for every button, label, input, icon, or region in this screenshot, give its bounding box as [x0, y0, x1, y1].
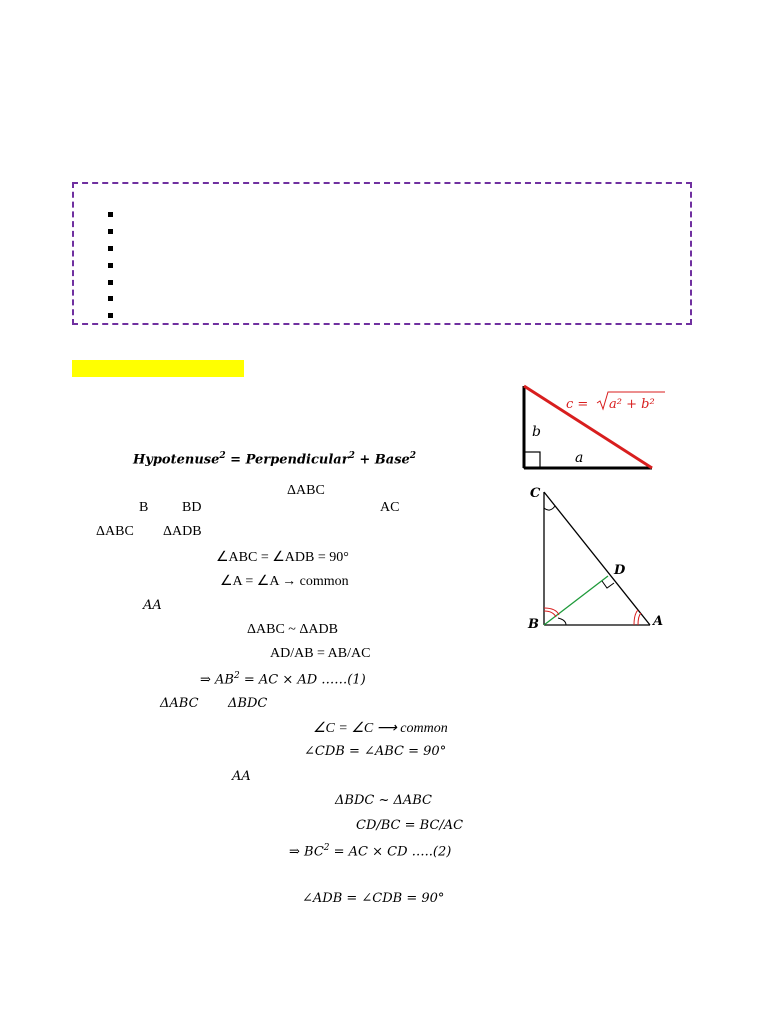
- proof-line-7: ΔABC ~ ΔADB: [247, 622, 338, 637]
- angle-arc-b-red1: [544, 611, 556, 617]
- proof-line-5: ∠A = ∠A → common: [220, 574, 349, 589]
- bullet-icon: [108, 296, 113, 301]
- section-heading-highlight: [72, 360, 244, 377]
- right-angle-marker: [524, 452, 540, 468]
- right-angle-marker-d: [602, 581, 614, 588]
- proof-line-10-b: ΔBDC: [228, 696, 268, 711]
- theorem-base: Base: [374, 452, 410, 468]
- theorem-perp: Perpendicular: [245, 452, 349, 468]
- proof-line-9-post: = AC × AD ……(1): [239, 672, 366, 688]
- proof-line-11: ∠C = ∠C ⟶ common: [313, 721, 448, 736]
- theorem-eq: =: [225, 452, 246, 468]
- bullet-icon: [108, 246, 113, 251]
- angle-arc-b-black: [558, 618, 566, 625]
- vertex-a-label: A: [653, 614, 664, 629]
- proof-line-8: AD/AB = AB/AC: [270, 646, 371, 661]
- proof-line-2-b: B: [139, 500, 149, 515]
- proof-line-10-a: ΔABC: [160, 696, 199, 711]
- proof-line-9: [200, 671, 366, 687]
- theorem-equation: [133, 451, 416, 467]
- angle-arc-a-red2: [634, 610, 638, 625]
- bullet-icon: [108, 313, 113, 318]
- proof-line-16: [289, 843, 451, 859]
- hypotenuse-formula-label: c =: [566, 397, 589, 412]
- proof-line-14: ΔBDC ~ ΔABC: [335, 793, 432, 808]
- side-ca: [544, 492, 650, 625]
- theorem-base-exp: 2: [409, 451, 417, 461]
- sqrt-content: a² + b²: [609, 397, 655, 412]
- theorem-perp-exp: 2: [348, 451, 355, 461]
- leg-b-label: b: [532, 424, 541, 440]
- proof-line-4: ∠ABC = ∠ADB = 90°: [216, 550, 349, 565]
- proof-line-2-bd: BD: [182, 500, 202, 515]
- proof-line-16-exp: 2: [323, 843, 330, 853]
- proof-line-2-ac: AC: [380, 500, 400, 515]
- altitude-bd: [544, 576, 608, 625]
- proof-line-16-post: = AC × CD …..(2): [329, 844, 452, 860]
- proof-line-6: AA: [143, 598, 162, 613]
- bullet-icon: [108, 280, 113, 285]
- theorem-lhs: Hypotenuse: [133, 452, 220, 468]
- bullet-icon: [108, 263, 113, 268]
- bullet-icon: [108, 229, 113, 234]
- angle-arc-a-red1: [638, 613, 641, 625]
- right-triangle-figure: [505, 378, 675, 473]
- theorem-lhs-exp: 2: [219, 451, 226, 461]
- vertex-b-label: B: [528, 617, 539, 632]
- proof-line-3-a: ΔABC: [96, 524, 134, 539]
- proof-line-15: CD/BC = BC/AC: [356, 818, 464, 833]
- proof-line-9-exp: 2: [233, 671, 240, 681]
- vertex-c-label: C: [530, 486, 541, 501]
- proof-line-13: AA: [232, 769, 251, 784]
- angle-arc-c: [544, 506, 555, 510]
- objective-box: [72, 182, 692, 325]
- proof-line-9-pre: ⇒ AB: [200, 672, 234, 688]
- proof-line-3-b: ΔADB: [163, 524, 202, 539]
- theorem-plus: +: [354, 452, 375, 468]
- vertex-d-label: D: [614, 563, 626, 578]
- proof-line-17: ∠ADB = ∠CDB = 90°: [302, 891, 445, 906]
- proof-line-16-pre: ⇒ BC: [289, 844, 324, 860]
- altitude-triangle-figure: [520, 480, 680, 640]
- bullet-icon: [108, 212, 113, 217]
- leg-a-label: a: [575, 450, 584, 466]
- proof-line-12: ∠CDB = ∠ABC = 90°: [304, 744, 447, 759]
- proof-line-1: ΔABC: [287, 483, 325, 498]
